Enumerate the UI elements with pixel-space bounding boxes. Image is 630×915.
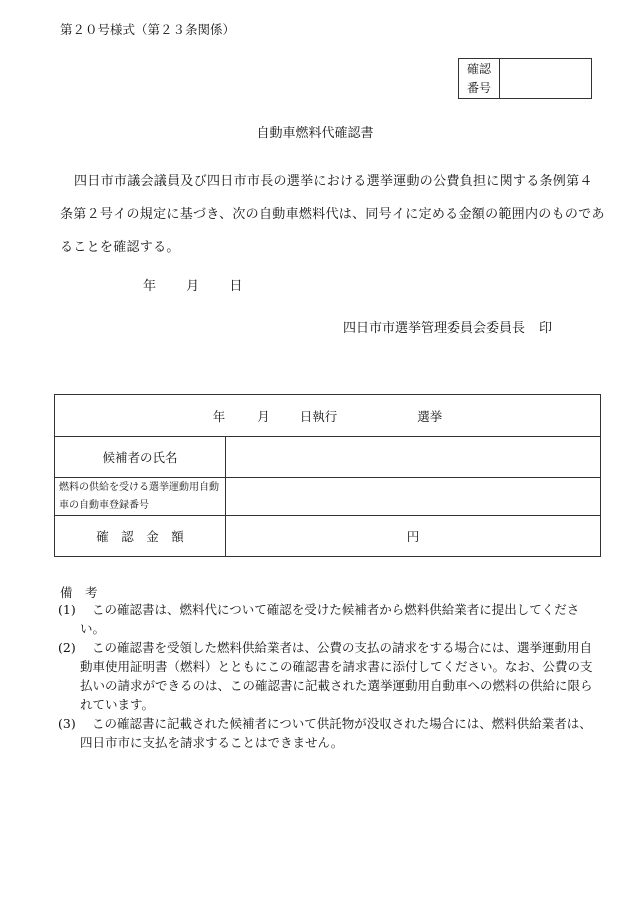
date-line — [143, 275, 268, 294]
confirmation-number-field[interactable] — [500, 59, 591, 98]
confirmed-amount-field[interactable] — [226, 516, 601, 557]
note-number: (2) — [58, 640, 76, 655]
notes-heading: 備 考 — [60, 585, 98, 600]
body-paragraph: 四日市市議会議員及び四日市市長の選挙における選挙運動の公費負担に関する条例第４条第２号イの規定に基づき、次の自動車燃料代は、同号イに定める金額の範囲内のものであることを確認する。 — [60, 174, 605, 255]
header-executed: 日執行 — [299, 408, 338, 424]
note-item — [58, 638, 598, 714]
confirmation-label-line2: 番号 — [466, 80, 491, 95]
header-year: 年 — [212, 408, 226, 424]
signer-name: 四日市市選挙管理委員会委員長 — [343, 321, 526, 336]
note-text: この確認書を受領した燃料供給業者は、公費の支払の請求をする場合には、選挙運動用自動車使用証明書（燃料）とともにこの確認書を請求書に添付してください。なお、公費の支払いの請求ができるのは、この確認書に記載された選挙運動用自動車への燃料の供給に限られています。 — [80, 640, 593, 712]
candidate-name-field[interactable] — [226, 437, 601, 478]
note-text: この確認書は、燃料代について確認を受けた候補者から燃料供給業者に提出してください。 — [80, 602, 580, 636]
yen-unit: 円 — [406, 529, 420, 544]
note-text: この確認書に記載された候補者について供託物が没収された場合には、燃料供給業者は、四日市市に支払を請求することはできません。 — [80, 716, 592, 750]
confirmed-amount-label: 確 認 金 額 — [55, 516, 226, 557]
confirmation-number-label — [459, 59, 500, 98]
election-header-cell — [55, 395, 601, 437]
note-item — [58, 600, 598, 638]
note-item — [58, 714, 598, 752]
document-title: 自動車燃料代確認書 — [256, 126, 374, 141]
vehicle-registration-field[interactable] — [226, 478, 601, 516]
date-day: 日 — [229, 279, 243, 294]
header-month: 月 — [257, 408, 270, 424]
confirmation-label-line1: 確認 — [466, 61, 491, 76]
vehicle-registration-label: 燃料の供給を受ける選挙運動用自動車の自動車登録番号 — [55, 478, 226, 516]
form-number: 第２０号様式（第２３条関係） — [60, 22, 236, 37]
candidate-name-label: 候補者の氏名 — [55, 437, 226, 478]
note-number: (1) — [58, 602, 76, 617]
date-year: 年 — [143, 279, 157, 294]
header-election: 選挙 — [417, 408, 443, 424]
date-month: 月 — [186, 279, 200, 294]
seal-mark: 印 — [539, 321, 553, 336]
notes-list — [58, 600, 598, 752]
confirmation-number-box — [458, 58, 592, 99]
note-number: (3) — [58, 716, 76, 731]
confirmation-table — [54, 394, 601, 557]
signer-line — [343, 317, 552, 336]
